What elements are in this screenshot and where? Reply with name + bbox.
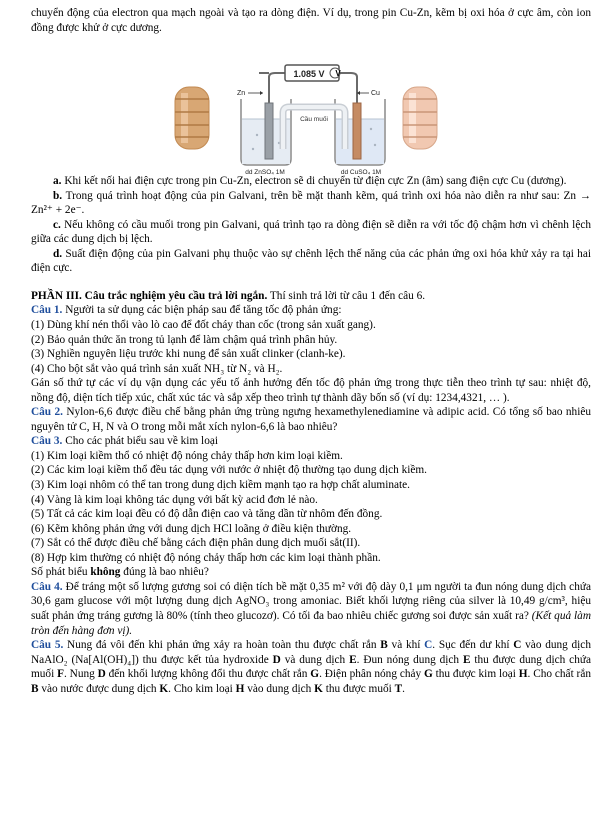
document-page xyxy=(31,6,591,696)
list-item: (7) Sắt có thể được điều chế bằng cách điện phân dung dịch muối sắt(II). xyxy=(31,537,361,550)
question-3-label: Câu 3. xyxy=(31,435,63,448)
intro-paragraph: chuyển động của electron qua mạch ngoài và tạo ra dòng điện. Ví dụ, trong pin Cu-Zn, kẽm bị oxi hóa ở cực âm, còn ion đồng được khử ở cực dương. xyxy=(31,7,591,34)
question-5-label: Câu 5. xyxy=(31,639,64,652)
statement-c: c. Nếu không có cầu muối trong pin Galvani, quá trình tạo ra dòng điện sẽ diễn ra với tốc độ chậm hơn vì chênh lệch giữa các dung dịch bị lệch. xyxy=(31,218,591,246)
question-5 xyxy=(31,638,591,696)
part3-heading: PHẦN III. Câu trắc nghiệm yêu cầu trả lời ngắn. Thí sinh trả lời từ câu 1 đến câu 6. xyxy=(31,289,426,302)
list-item: (2) Bảo quản thức ăn trong tủ lạnh để làm chậm quá trình phân hủy. xyxy=(31,333,338,346)
question-5-run: . Cho kim loại xyxy=(168,682,236,695)
question-5-text xyxy=(31,638,591,696)
question-5-run: và khí xyxy=(387,639,425,652)
statement-d: d. Suất điện động của pin Galvani phụ thuộc vào sự chênh lệch thế năng của các phản ứng oxi hóa khử xảy ra tại hai điện cực. xyxy=(31,247,591,275)
question-5-run: . Nung xyxy=(63,668,98,681)
right-solution-label-group xyxy=(341,169,381,176)
question-5-run: thu được muối xyxy=(322,682,395,695)
question-5-run: E xyxy=(349,653,357,666)
list-item: (6) Kẽm không phản ứng với dung dịch HCl loãng ở điều kiện thường. xyxy=(31,522,352,535)
left-solution-label: dd ZnSO₄ 1M xyxy=(245,169,285,177)
question-5-run: . Sục đến dư khí xyxy=(432,639,514,652)
question-1-label: Câu 1. xyxy=(31,304,63,317)
question-5-run: K xyxy=(314,682,323,695)
question-5-run: thu được dung dịch chứa muối xyxy=(31,653,591,681)
question-4: Câu 4. Để tráng một số lượng gương soi có diện tích bề mặt 0,35 m² với độ dày 0,1 μm người ta đun nóng dung dịch chứa 30,6 gam glucose với một lượng dung dịch AgNO₃ trong amoniac. Biết khối lượng riêng của silver là 10,49 g/cm³, hiệu suất phản ứng tráng gương là 80% (tính theo glucozơ). Có tối đa bao nhiêu chiếc gương soi được sản xuất ra? (Kết quả làm tròn đến hàng đơn vị). xyxy=(31,580,591,637)
question-5-run: B xyxy=(380,639,388,652)
copper-rod-illustration xyxy=(403,87,437,149)
svg-text:V: V xyxy=(335,69,341,79)
question-5-run: F xyxy=(57,668,64,681)
statement-list xyxy=(31,174,591,276)
statement-b: b. Trong quá trình hoạt động của pin Galvani, trên bề mặt thanh kẽm, quá trình oxi hóa nào diễn ra như sau: Zn → Zn²⁺ + 2e⁻. xyxy=(31,189,591,217)
question-5-run: C xyxy=(513,639,522,652)
list-item: (8) Hợp kim thường có nhiệt độ nóng chảy thấp hơn các kim loại thành phần. xyxy=(31,551,381,564)
salt-bridge-label: Cầu muối xyxy=(300,116,328,124)
question-2: Câu 2. Nylon-6,6 được điều chế bằng phản ứng trùng ngưng hexamethylenediamine và adipic acid. Có tổng số bao nhiêu nguyên tử C, H, N và O trong mỗi mắt xích nylon-6,6 là bao nhiêu? xyxy=(31,406,591,433)
question-3: Câu 3. Cho các phát biểu sau về kim loại (1) Kim loại kiềm thổ có nhiệt độ nóng chảy thấp hơn kim loại kiềm. (2) Các kim loại kiềm thổ đều tác dụng với nước ở nhiệt độ thường tạo dung dịch kiềm. (3) Kim loại nhôm có thể tan trong dung dịch kiềm mạnh tạo ra hợp chất aluminate. (4) Vàng là kim loại không tác dụng với bất kỳ acid đơn lẻ nào. (5) Tất cả các kim loại đều có độ dẫn điện cao và tăng dần từ nhôm đến đồng. (6) Kẽm không phản ứng với dung dịch HCl loãng ở điều kiện thường. (7) Sắt có thể được điều chế bằng cách điện phân dung dịch muối sắt(II). (8) Hợp kim thường có nhiệt độ nóng chảy thấp hơn các kim loại thành phần. Số phát biểu không đúng là bao nhiêu? xyxy=(31,434,591,579)
question-5-run: vào nước được dung dịch xyxy=(38,682,160,695)
question-1-tail: Gán số thứ tự các ví dụ vận dụng các yếu tố ảnh hưởng đến tốc độ phản ứng trong thực tiễn theo trình tự sau: nhiệt độ, nồng độ, diện tích tiếp xúc, chất xúc tác và sắp xếp theo trình tự thành dãy bốn số (ví dụ: 1234,4321, … ). xyxy=(31,377,591,404)
statement-a: a. Khi kết nối hai điện cực trong pin Cu-Zn, electron sẽ di chuyển từ điện cực Zn (âm) sang điện cực Cu (dương). xyxy=(53,175,567,188)
voltmeter xyxy=(285,65,341,81)
question-5-run: C xyxy=(424,639,433,652)
zinc-rod-illustration xyxy=(175,87,209,149)
list-item: (1) Dùng khí nén thổi vào lò cao để đốt cháy than cốc (trong sản xuất gang). xyxy=(31,319,376,332)
zn-electrode-label: Zn xyxy=(237,90,246,98)
list-item: (1) Kim loại kiềm thổ có nhiệt độ nóng chảy thấp hơn kim loại kiềm. xyxy=(31,449,343,462)
list-item: (4) Vàng là kim loại không tác dụng với bất kỳ acid đơn lẻ nào. xyxy=(31,493,318,506)
question-5-run: và dung dịch xyxy=(280,653,350,666)
list-item: (4) Cho bột sắt vào quá trình sản xuất NH₃ từ N₂ và H₂. xyxy=(31,362,283,375)
question-5-run: vào dung dịch NaAlO₂ (Na[Al(OH)₄]) thu được kết tủa hydroxide xyxy=(31,639,591,666)
question-5-run: T xyxy=(394,682,403,695)
question-5-run: G xyxy=(424,668,433,681)
question-4-note: (Kết quả làm tròn đến hàng đơn vị). xyxy=(31,609,591,637)
question-5-run: Nung đá vôi đến khi phản ứng xảy ra hoàn toàn thu được chất rắn xyxy=(63,639,381,652)
question-5-run: vào dung dịch xyxy=(244,682,315,695)
question-1: Câu 1. Người ta sử dụng các biện pháp sau để tăng tốc độ phản ứng: (1) Dùng khí nén thổi vào lò cao để đốt cháy than cốc (trong sản xuất gang). (2) Bảo quản thức ăn trong tủ lạnh để làm chậm quá trình phân hủy. (3) Nghiền nguyên liệu trước khi nung để sản xuất clinker (clanh-ke). (4) Cho bột sắt vào quá trình sản xuất NH₃ từ N₂ và H₂. Gán số thứ tự các ví dụ vận dụng các yếu tố ảnh hưởng đến tốc độ phản ứng trong thực tiễn theo trình tự sau: nhiệt độ, nồng độ, diện tích tiếp xúc, chất xúc tác và sắp xếp theo trình tự thành dãy bốn số (ví dụ: 1234,4321, … ). xyxy=(31,304,591,404)
galvanic-cell-diagram xyxy=(31,37,591,177)
voltmeter-reading: 1.085 V xyxy=(293,69,325,80)
question-3-tail: Số phát biểu không đúng là bao nhiêu? xyxy=(31,566,209,579)
question-4-label: Câu 4. xyxy=(31,580,63,593)
question-5-run: H xyxy=(235,682,245,695)
question-5-run: E xyxy=(462,653,471,666)
question-5-run: D xyxy=(272,653,281,666)
question-5-run: B xyxy=(31,682,39,695)
question-5-run: . Cho chất rắn xyxy=(527,668,591,681)
question-5-run: . xyxy=(402,682,405,695)
right-solution-label: dd CuSO₄ 1M xyxy=(340,169,382,177)
question-5-run: H xyxy=(518,668,528,681)
question-5-run: K xyxy=(159,682,169,695)
zn-label-group xyxy=(237,90,263,97)
list-item: (3) Nghiền nguyên liệu trước khi nung để sản xuất clinker (clanh-ke). xyxy=(31,348,346,361)
cu-label-group xyxy=(357,90,380,97)
question-2-label: Câu 2. xyxy=(31,406,63,419)
question-5-run: G xyxy=(310,668,320,681)
question-5-run: D xyxy=(97,668,106,681)
galvanic-cell-figure xyxy=(31,37,591,177)
cu-electrode-label: Cu xyxy=(371,90,380,98)
question-5-run: . Điện phân nóng chảy xyxy=(319,668,424,681)
list-item: (3) Kim loại nhôm có thể tan trong dung dịch kiềm mạnh tạo ra hợp chất aluminate. xyxy=(31,479,410,492)
list-item: (2) Các kim loại kiềm thổ đều tác dụng với nước ở nhiệt độ thường tạo dung dịch kiềm. xyxy=(31,464,427,477)
left-solution-label-group xyxy=(241,167,287,176)
question-5-run: thu được kim loại xyxy=(432,668,519,681)
list-item: (5) Tất cả các kim loại đều có độ dẫn điện cao và tăng dần từ nhôm đến đồng. xyxy=(31,508,383,521)
question-5-run: . Đun nóng dung dịch xyxy=(356,653,463,666)
question-5-run: đến khối lượng không đổi thu được chất rắn xyxy=(105,668,311,681)
